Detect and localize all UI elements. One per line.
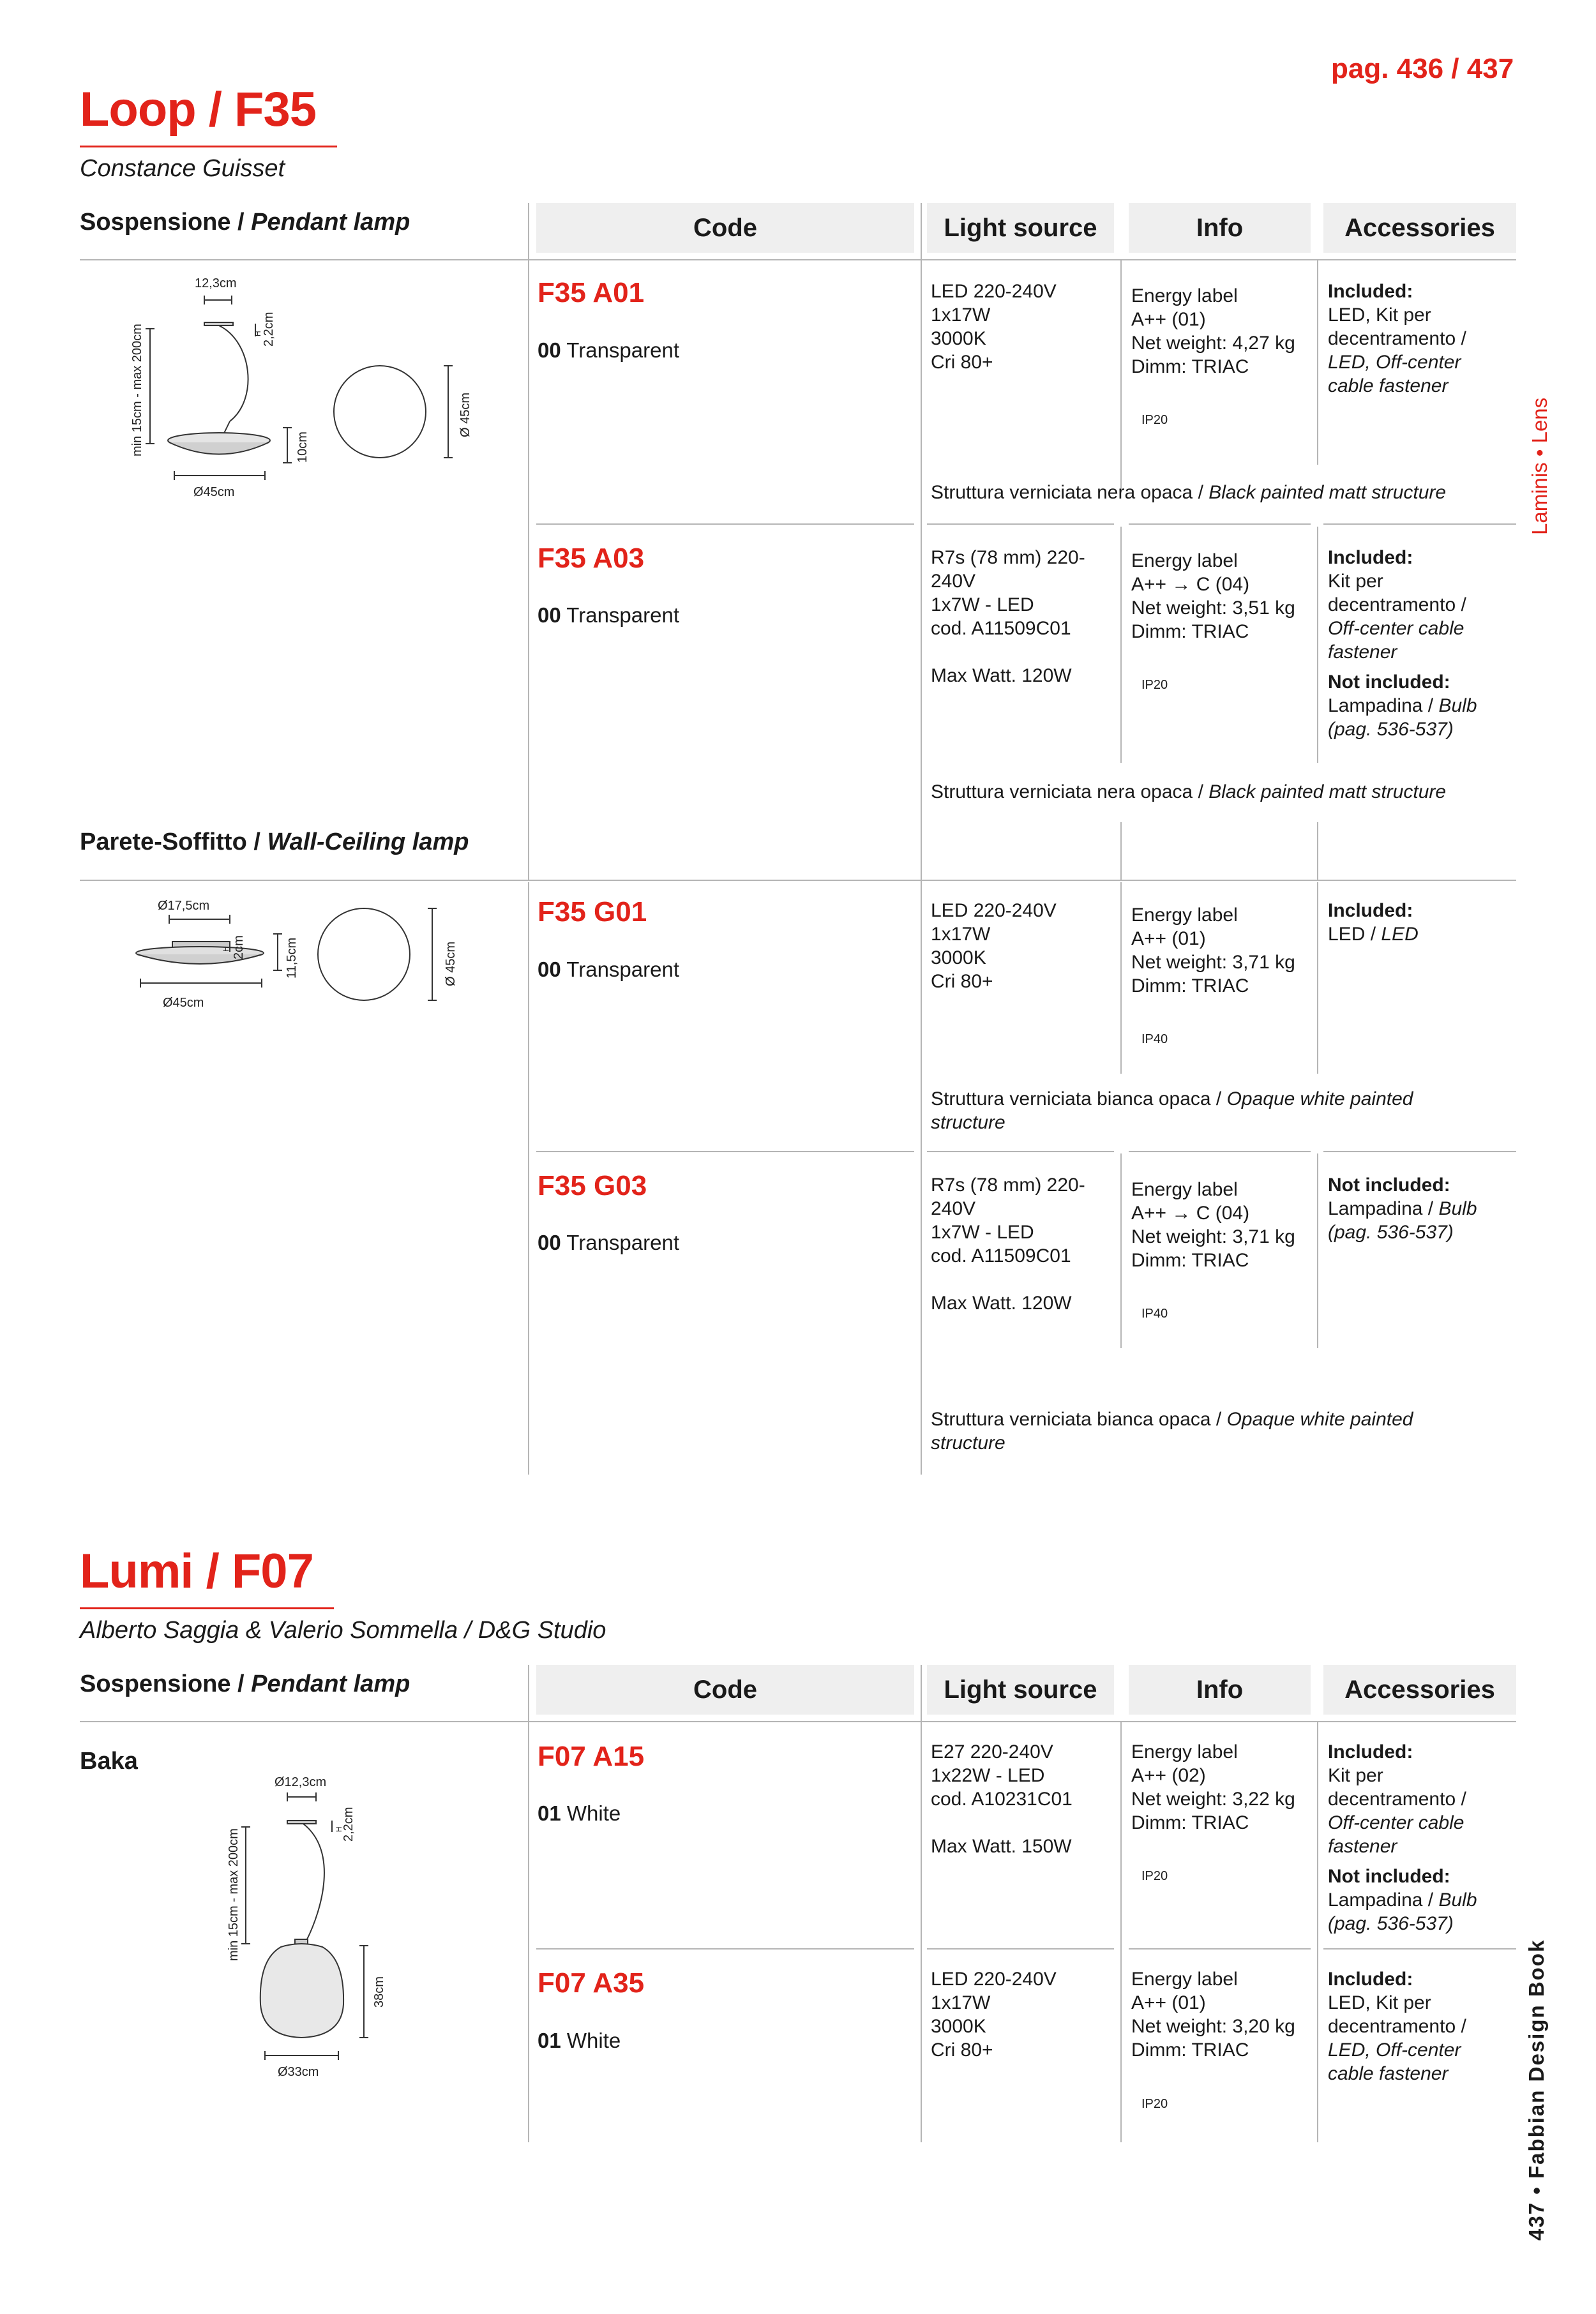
- row-divider: [80, 880, 1516, 881]
- dim-diameter: Ø 45cm: [444, 941, 458, 986]
- dim-height: 2,2cm: [342, 1807, 356, 1842]
- divider: [1317, 527, 1318, 763]
- dim-body: 10cm: [296, 432, 310, 463]
- dim-h: H: [335, 1826, 343, 1832]
- info: Energy label A++ (01) Net weight: 3,71 kg Dimm: TRIAC: [1131, 905, 1295, 996]
- divider: [528, 882, 529, 1475]
- section-label-pendant: Sospensione / Pendant lamp: [80, 209, 410, 236]
- row-divider: [927, 1151, 1114, 1152]
- structure-note: Struttura verniciata bianca opaca / Opaque white painted structure: [931, 1409, 1413, 1454]
- dim-height: 2cm: [232, 935, 246, 959]
- row-divider: [80, 259, 1516, 260]
- divider: [1120, 882, 1122, 1074]
- divider: [1317, 260, 1318, 465]
- ip-rating: IP20: [1141, 413, 1168, 427]
- product-title-loop: Loop / F35: [80, 82, 316, 137]
- accessories: Included: LED / LED: [1328, 900, 1419, 945]
- title-underline: [80, 1607, 334, 1609]
- header-code: Code: [536, 203, 914, 253]
- dim-width: Ø33cm: [278, 2065, 319, 2079]
- product-code: F07 A15: [538, 1741, 645, 1772]
- divider: [1120, 1722, 1122, 2142]
- subtype-label: Baka: [80, 1748, 138, 1775]
- row-divider: [1129, 1948, 1311, 1950]
- divider: [1120, 260, 1122, 490]
- row-divider: [80, 1721, 1516, 1722]
- product-code: F35 A01: [538, 277, 645, 308]
- dim-top: Ø12,3cm: [275, 1775, 327, 1789]
- row-divider: [536, 1948, 914, 1950]
- divider: [1317, 882, 1318, 1074]
- finish: 00 Transparent: [538, 958, 679, 981]
- dim-total: 11,5cm: [285, 937, 299, 979]
- info: Energy label A++ (01) Net weight: 4,27 kg Dimm: TRIAC: [1131, 285, 1295, 377]
- row-divider: [1129, 1151, 1311, 1152]
- row-divider: [1323, 1151, 1516, 1152]
- ip-rating: IP40: [1141, 1307, 1168, 1321]
- dim-top: Ø17,5cm: [158, 899, 210, 913]
- row-divider: [927, 523, 1114, 525]
- ip-rating: IP20: [1141, 1869, 1168, 1883]
- divider: [1317, 1153, 1318, 1348]
- row-divider: [1323, 1948, 1516, 1950]
- header-code: Code: [536, 1665, 914, 1715]
- finish: 01 White: [538, 2029, 621, 2052]
- dim-cable: min 15cm - max 200cm: [227, 1828, 241, 1961]
- light-source: LED 220-240V 1x17W 3000K Cri 80+: [931, 281, 1057, 373]
- finish: 00 Transparent: [538, 603, 679, 627]
- light-source: R7s (78 mm) 220- 240V 1x7W - LED cod. A11509C01 Max Watt. 120W: [931, 547, 1085, 686]
- dim-h: H: [222, 946, 230, 952]
- divider: [1120, 527, 1122, 763]
- header-info: Info: [1129, 203, 1311, 253]
- accessories: Included: Kit per decentramento / Off-center cable fastener Not included: Lampadina / Bulb (pag. 536-537): [1328, 547, 1477, 740]
- row-divider: [536, 1151, 914, 1152]
- row-divider: [1323, 523, 1516, 525]
- finish: 00 Transparent: [538, 338, 679, 362]
- finish: 01 White: [538, 1801, 621, 1825]
- ip-rating: IP40: [1141, 1032, 1168, 1046]
- divider: [528, 1665, 529, 2142]
- loop-wall-drawing: [124, 890, 495, 1025]
- product-code: F35 A03: [538, 543, 645, 574]
- row-divider: [536, 523, 914, 525]
- divider: [1120, 822, 1122, 880]
- dim-width: Ø45cm: [163, 996, 204, 1010]
- dim-h: H: [253, 331, 262, 336]
- divider: [1120, 1153, 1122, 1348]
- product-code: F35 G01: [538, 896, 647, 928]
- divider: [1317, 1722, 1318, 2142]
- designer-lumi: Alberto Saggia & Valerio Sommella / D&G Studio: [80, 1617, 606, 1644]
- dim-body: 38cm: [372, 1976, 386, 2008]
- divider: [921, 203, 922, 1475]
- title-underline: [80, 146, 337, 147]
- divider: [921, 1665, 922, 2142]
- divider: [528, 203, 529, 880]
- dim-cable: min 15cm - max 200cm: [130, 324, 144, 456]
- accessories: Included: Kit per decentramento / Off-center cable fastener Not included: Lampadina / Bulb (pag. 536-537): [1328, 1741, 1477, 1934]
- section-label-wall-ceiling: Parete-Soffitto / Wall-Ceiling lamp: [80, 829, 469, 855]
- lumi-pendant-drawing: [211, 1768, 466, 2087]
- dim-top: 12,3cm: [195, 276, 237, 290]
- header-light-source: Light source: [927, 1665, 1114, 1715]
- product-code: F35 G03: [538, 1170, 647, 1201]
- info: Energy label A++ → C (04) Net weight: 3,51 kg Dimm: TRIAC: [1131, 550, 1295, 642]
- structure-note: Struttura verniciata nera opaca / Black painted matt structure: [931, 781, 1447, 802]
- structure-note: Struttura verniciata nera opaca / Black painted matt structure: [931, 482, 1447, 503]
- light-source: LED 220-240V 1x17W 3000K Cri 80+: [931, 1969, 1057, 2061]
- structure-note: Struttura verniciata bianca opaca / Opaque white painted structure: [931, 1088, 1413, 1133]
- dim-width: Ø45cm: [193, 485, 235, 499]
- light-source: E27 220-240V 1x22W - LED cod. A10231C01 Max Watt. 150W: [931, 1741, 1073, 1857]
- product-title-lumi: Lumi / F07: [80, 1544, 313, 1598]
- header-accessories: Accessories: [1323, 203, 1516, 253]
- header-info: Info: [1129, 1665, 1311, 1715]
- section-label-pendant: Sospensione / Pendant lamp: [80, 1671, 410, 1697]
- page-reference: pag. 436 / 437: [1331, 53, 1514, 84]
- info: Energy label A++ (01) Net weight: 3,20 kg Dimm: TRIAC: [1131, 1969, 1295, 2061]
- dim-height: 2,2cm: [262, 312, 276, 347]
- ip-rating: IP20: [1141, 678, 1168, 692]
- accessories: Not included: Lampadina / Bulb (pag. 536-537): [1328, 1175, 1477, 1243]
- finish: 00 Transparent: [538, 1231, 679, 1254]
- side-label-category: Laminis • Lens: [1528, 397, 1551, 535]
- accessories: Included: LED, Kit per decentramento / LED, Off-center cable fastener: [1328, 281, 1466, 396]
- product-code: F07 A35: [538, 1967, 645, 1999]
- row-divider: [1129, 523, 1311, 525]
- accessories: Included: LED, Kit per decentramento / LED, Off-center cable fastener: [1328, 1969, 1466, 2084]
- side-label-book: 437 • Fabbian Design Book: [1524, 1939, 1548, 2241]
- dim-diameter: Ø 45cm: [458, 392, 472, 437]
- header-light-source: Light source: [927, 203, 1114, 253]
- light-source: LED 220-240V 1x17W 3000K Cri 80+: [931, 900, 1057, 992]
- ip-rating: IP20: [1141, 2097, 1168, 2111]
- loop-pendant-drawing: [124, 271, 495, 504]
- designer-loop: Constance Guisset: [80, 155, 285, 182]
- header-accessories: Accessories: [1323, 1665, 1516, 1715]
- row-divider: [927, 1948, 1114, 1950]
- divider: [1317, 822, 1318, 880]
- light-source: R7s (78 mm) 220- 240V 1x7W - LED cod. A11509C01 Max Watt. 120W: [931, 1175, 1085, 1314]
- info: Energy label A++ (02) Net weight: 3,22 kg Dimm: TRIAC: [1131, 1741, 1295, 1833]
- info: Energy label A++ → C (04) Net weight: 3,71 kg Dimm: TRIAC: [1131, 1179, 1295, 1271]
